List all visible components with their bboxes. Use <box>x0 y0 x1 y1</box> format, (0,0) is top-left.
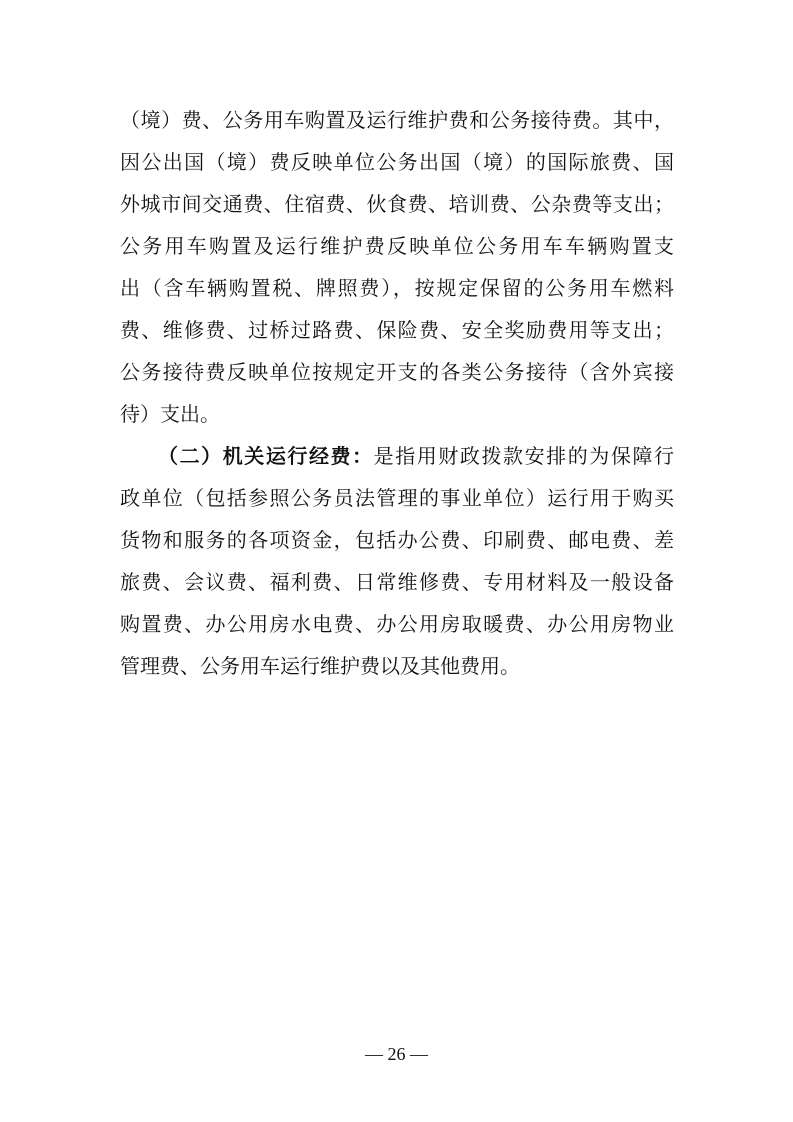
paragraph-2-line-4: 旅费、会议费、福利费、日常维修费、专用材料及一般设备 <box>120 570 674 594</box>
paragraph-1-line-4: 公务用车购置及运行维护费反映单位公务用车车辆购置支 <box>120 234 674 258</box>
paragraph-2-line-6: 管理费、公务用车运行维护费以及其他费用。 <box>120 654 520 678</box>
paragraph-2-first-line-text: 是指用财政拨款安排的为保障行 <box>373 444 675 468</box>
paragraph-1-line-5: 出（含车辆购置税、牌照费），按规定保留的公务用车燃料 <box>120 276 674 300</box>
paragraph-1-line-2: 因公出国（境）费反映单位公务出国（境）的国际旅费、国 <box>120 150 674 174</box>
section-heading: （二）机关运行经费： <box>158 444 374 468</box>
page-number: — 26 — <box>365 1044 428 1064</box>
paragraph-1-line-1: （境）费、公务用车购置及运行维护费和公务接待费。其中， <box>120 108 674 132</box>
paragraph-1-line-8: 待）支出。 <box>120 402 220 426</box>
paragraph-2-line-5: 购置费、办公用房水电费、办公用房取暖费、办公用房物业 <box>120 612 674 636</box>
paragraph-2-first-line <box>158 438 674 474</box>
paragraph-1-line-3: 外城市间交通费、住宿费、伙食费、培训费、公杂费等支出； <box>120 192 674 216</box>
paragraph-2-line-2: 政单位（包括参照公务员法管理的事业单位）运行用于购买 <box>120 486 674 510</box>
paragraph-1-line-6: 费、维修费、过桥过路费、保险费、安全奖励费用等支出； <box>120 318 674 342</box>
paragraph-1-line-7: 公务接待费反映单位按规定开支的各类公务接待（含外宾接 <box>120 360 674 384</box>
paragraph-2-line-3: 货物和服务的各项资金，包括办公费、印刷费、邮电费、差 <box>120 528 674 552</box>
